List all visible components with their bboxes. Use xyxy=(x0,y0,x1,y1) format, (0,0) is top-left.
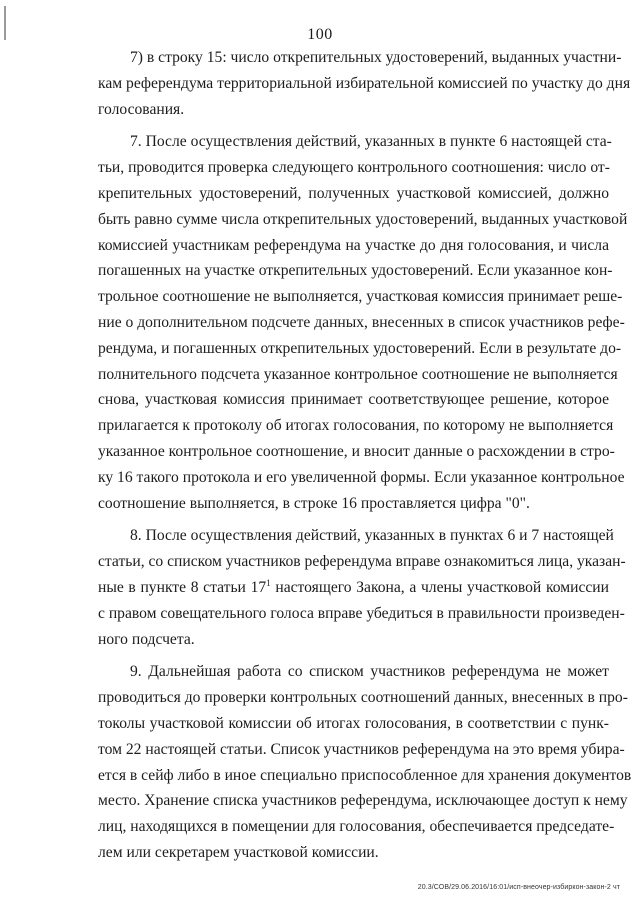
text-line xyxy=(98,575,609,601)
text-fragment: ные в пункте 8 статьи 17 xyxy=(98,578,267,596)
paragraph-point-9 xyxy=(98,659,632,865)
page-number: 100 xyxy=(307,26,333,43)
footer-stamp: 20.3/СОВ/29.06.2016/16:01/исп-внеочер-избиркон-закон-2 чт xyxy=(417,884,620,891)
paragraph-point-8 xyxy=(98,523,626,652)
text-line: 8. После осуществления действий, указанных в пунктах 6 и 7 настоящей xyxy=(130,527,614,545)
text-line: ку 16 такого протокола и его увеличенной формы. Если указанное контрольное xyxy=(98,468,625,486)
text-line: соотношение выполняется, в строке 16 проставляется цифра "0". xyxy=(98,494,530,512)
text-fragment: настоящего Закона, а члены участковой комиссии xyxy=(270,578,609,596)
text-line: крепительных удостоверений, полученных участковой комиссией, должно xyxy=(98,184,609,202)
text-line: тьи, проводится проверка следующего контрольного соотношения: число от- xyxy=(98,159,610,177)
text-line: лем или секретарем участковой комиссии. xyxy=(98,843,379,861)
text-line: 7. После осуществления действий, указанных в пункте 6 настоящей ста- xyxy=(130,133,612,151)
document-body xyxy=(98,45,632,866)
paragraph-item-7-line15 xyxy=(98,45,631,122)
text-line: токолы участковой комиссии об итогах голосования, в соответствии с пунк- xyxy=(98,714,609,732)
text-line: комиссией участникам референдума на участке до дня голосования, и числа xyxy=(98,236,609,254)
text-line: 9. Дальнейшая работа со списком участников референдума не может xyxy=(130,663,609,681)
text-line: указанное контрольное соотношение, и вносит данные о расхождении в стро- xyxy=(98,442,615,460)
paragraph-point-7 xyxy=(98,129,628,516)
text-line: проводиться до проверки контрольных соотношений данных, внесенных в про- xyxy=(98,689,628,707)
text-line: прилагается к протоколу об итогах голосования, по которому не выполняется xyxy=(98,417,614,435)
text-line: рендума, и погашенных открепительных удостоверений. Если в результате до- xyxy=(98,339,622,357)
text-line: место. Хранение списка участников референдума, исключающее доступ к нему xyxy=(98,792,628,810)
superscript: 1 xyxy=(266,577,271,588)
text-line: ние о дополнительном подсчете данных, внесенных в список участников рефе- xyxy=(98,313,625,331)
text-line: статьи, со списком участников референдума вправе ознакомиться лица, указан- xyxy=(98,553,626,571)
text-line: лиц, находящихся в помещении для голосования, обеспечивается председате- xyxy=(98,818,615,836)
text-line: трольное соотношение не выполняется, участковая комиссия принимает реше- xyxy=(98,288,623,306)
text-line: голосования. xyxy=(98,100,185,118)
text-line: быть равно сумме числа открепительных удостоверений, выданных участковой xyxy=(98,210,628,228)
text-line: ется в сейф либо в иное специально приспособленное для хранения документов xyxy=(98,766,632,784)
text-line: с правом совещательного голоса вправе убедиться в правильности произведен- xyxy=(98,604,625,622)
text-line: снова, участковая комиссия принимает соответствующее решение, которое xyxy=(98,391,609,409)
text-line: полнительного подсчета указанное контрольное соотношение не выполняется xyxy=(98,365,618,383)
text-line: погашенных на участке открепительных удостоверений. Если указанное кон- xyxy=(98,262,613,280)
text-line: 7) в строку 15: число открепительных удостоверений, выданных участни- xyxy=(130,49,622,66)
text-line: ного подсчета. xyxy=(98,630,195,648)
text-line: том 22 настоящей статьи. Список участников референдума на это время убира- xyxy=(98,740,625,758)
text-line: кам референдума территориальной избирательной комиссией по участку до дня xyxy=(98,74,631,92)
